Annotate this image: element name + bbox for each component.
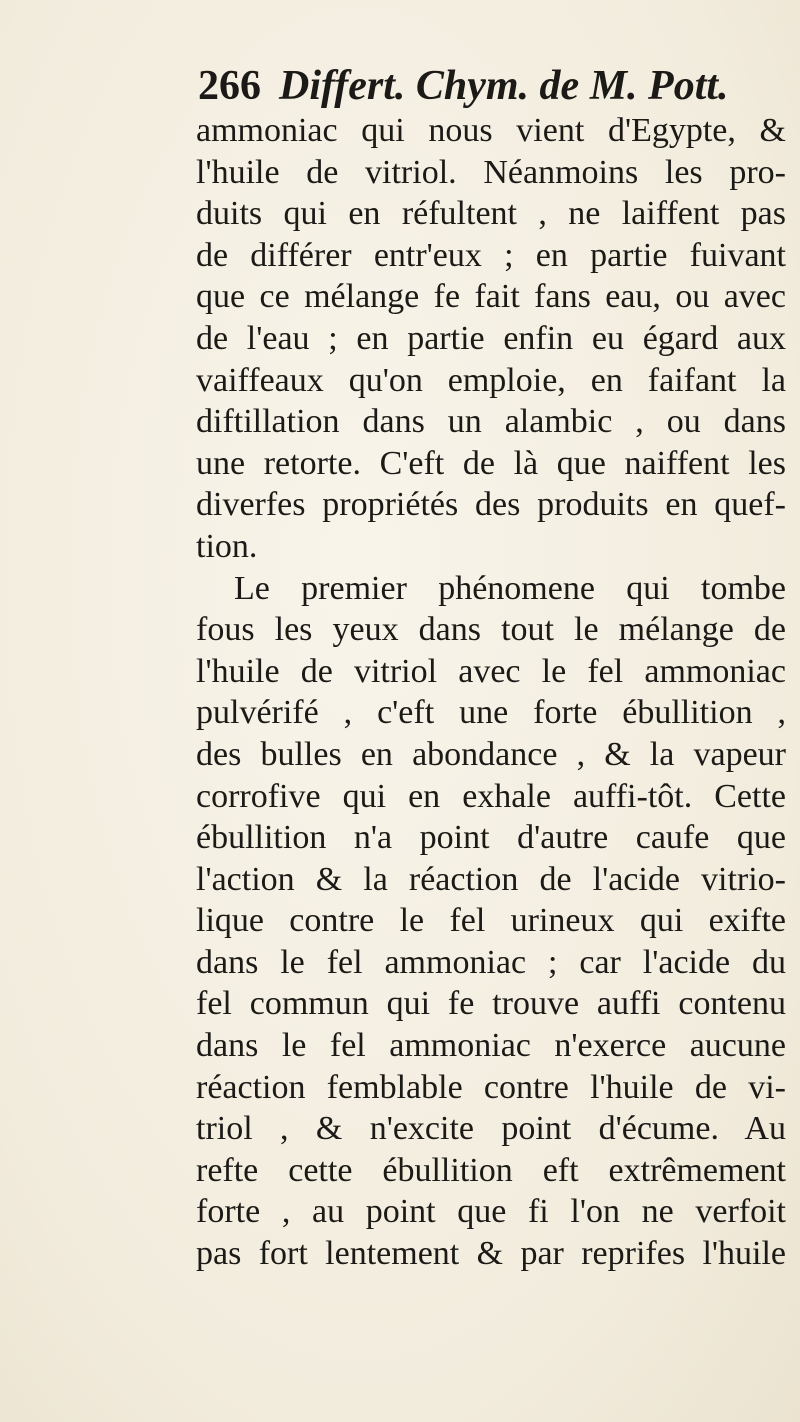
text-line: duits qui en réfultent , ne laiffent pas — [196, 195, 786, 233]
paragraph-start-line: Le premier phénomene qui tombe — [234, 569, 786, 607]
text-line: ébullition n'a point d'autre caufe que — [196, 819, 786, 857]
text-line: triol , & n'excite point d'écume. Au — [196, 1110, 786, 1148]
text-line: dans le fel ammoniac ; car l'acide du — [196, 943, 786, 981]
text-line: vaiffeaux qu'on emploie, en faifant la — [196, 361, 786, 399]
text-line: une retorte. C'eft de là que naiffent les — [196, 444, 786, 482]
text-line: pulvérifé , c'eft une forte ébullition , — [196, 694, 786, 732]
text-line: l'huile de vitriol. Néanmoins les pro- — [196, 153, 786, 191]
text-line: dans le fel ammoniac n'exerce aucune — [196, 1027, 786, 1065]
text-line: forte , au point que fi l'on ne verfoit — [196, 1193, 786, 1231]
text-line: l'huile de vitriol avec le fel ammoniac — [196, 652, 786, 690]
running-title: Differt. Chym. de M. Pott. — [279, 63, 729, 109]
page-header — [198, 62, 729, 110]
text-line: des bulles en abondance , & la vapeur — [196, 735, 786, 773]
text-line: de différer entr'eux ; en partie fuivant — [196, 236, 786, 274]
paragraph-end-line: tion. — [196, 527, 258, 565]
text-line: diverfes propriétés des produits en quef- — [196, 486, 786, 524]
page-number: 266 — [198, 63, 261, 109]
text-line: fous les yeux dans tout le mélange de — [196, 611, 786, 649]
text-body — [196, 110, 786, 1275]
text-line: que ce mélange fe fait fans eau, ou avec — [196, 278, 786, 316]
text-line: corrofive qui en exhale auffi-tôt. Cette — [196, 777, 786, 815]
text-line: réaction femblable contre l'huile de vi- — [196, 1068, 786, 1106]
text-line: diftillation dans un alambic , ou dans — [196, 403, 786, 441]
text-line: refte cette ébullition eft extrêmement — [196, 1151, 786, 1189]
text-line: ammoniac qui nous vient d'Egypte, & — [196, 112, 786, 149]
text-line: pas fort lentement & par reprifes l'huile — [196, 1235, 786, 1273]
text-line: fel commun qui fe trouve auffi contenu — [196, 985, 786, 1023]
text-line: de l'eau ; en partie enfin eu égard aux — [196, 319, 786, 357]
text-line: l'action & la réaction de l'acide vitrio- — [196, 860, 786, 898]
text-line: lique contre le fel urineux qui exifte — [196, 902, 786, 940]
